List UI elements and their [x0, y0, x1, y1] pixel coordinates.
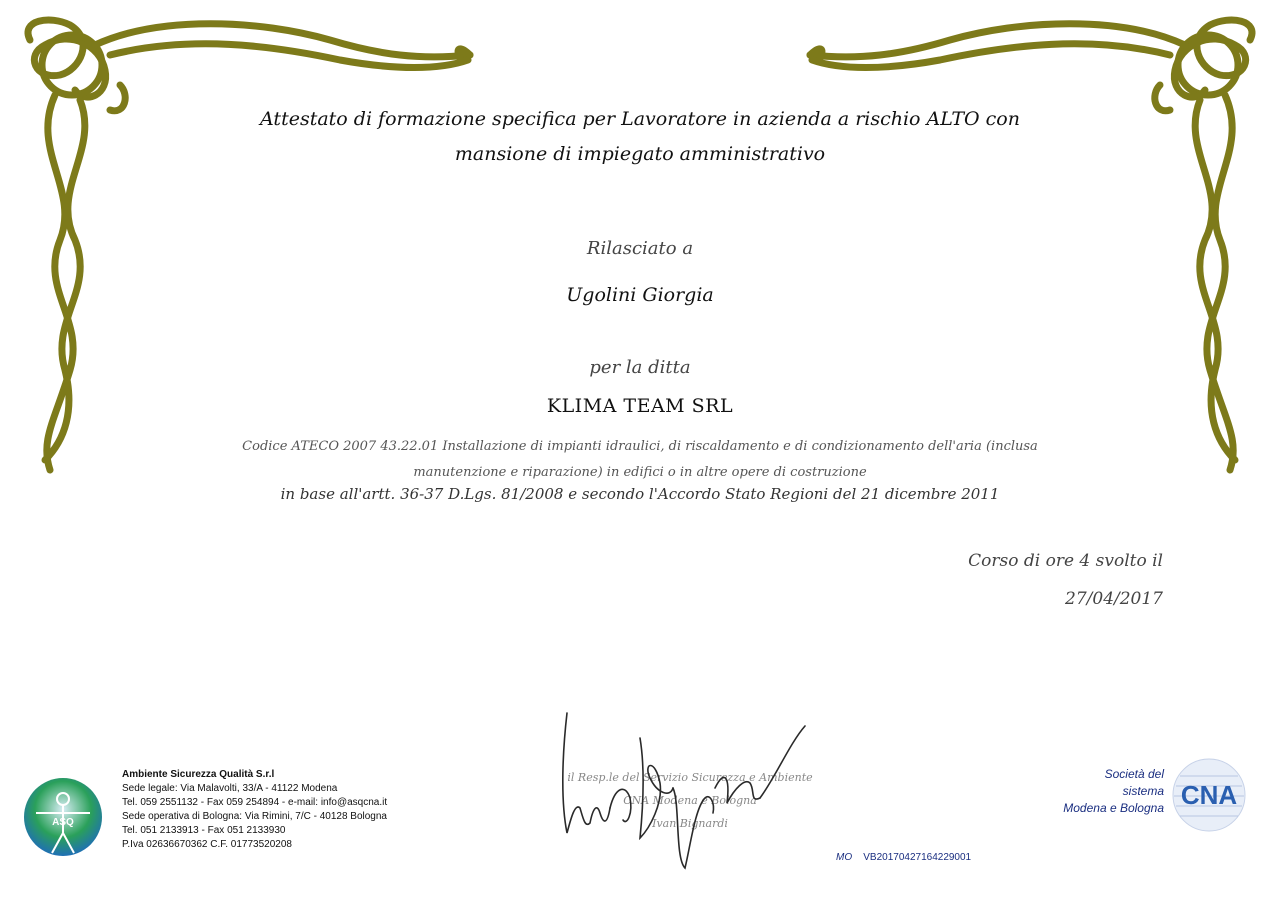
registration-number: VB20170427164229001 [863, 852, 972, 863]
issuer-legal-seat: Sede legale: Via Malavolti, 33/A - 41122 Modena [122, 783, 338, 794]
cna-description [1030, 766, 1164, 817]
company-label: per la ditta [589, 357, 691, 378]
certificate-title-line2: mansione di impiegato amministrativo [454, 143, 826, 165]
issued-to-label: Rilasciato a [586, 238, 694, 259]
handwritten-signature [555, 708, 815, 878]
issuer-contacts: Tel. 059 2551132 - Fax 059 254894 - e-mail: info@asqcna.it [122, 797, 388, 808]
issuer-operational-seat: Sede operativa di Bologna: Via Rimini, 7/C - 40128 Bologna [122, 811, 387, 822]
signature-org: CNA Modena e Bologna [623, 794, 757, 807]
ateco-line2: manutenzione e riparazione) in edifici o in altre opere di costruzione [413, 465, 867, 480]
course-date: 27/04/2017 [1065, 589, 1163, 609]
registration-prefix: MO [836, 852, 853, 863]
registration-code [836, 852, 971, 863]
legal-basis: in base all'artt. 36-37 D.Lgs. 81/2008 e secondo l'Accordo Stato Regioni del 21 dicembre 2011 [280, 485, 1000, 503]
issuer-details [122, 768, 387, 852]
cna-logo [1170, 756, 1248, 834]
ateco-line1: Codice ATECO 2007 43.22.01 Installazione di impianti idraulici, di riscaldamento e di condizionamento dell'aria (inclusa [242, 439, 1038, 454]
certificate-title-line1: Attestato di formazione specifica per Lavoratore in azienda a rischio ALTO con [260, 108, 1020, 130]
company-name: KLIMA TEAM SRL [546, 395, 734, 417]
asq-logo [22, 775, 104, 859]
issuer-phone-bologna: Tel. 051 2133913 - Fax 051 2133930 [122, 825, 286, 836]
signature-role: il Resp.le del Servizio Sicurezza e Ambiente [567, 771, 813, 784]
issuer-name: Ambiente Sicurezza Qualità S.r.l [122, 769, 275, 780]
asq-logo-text: ASQ [52, 817, 74, 828]
signature-signer: Ivan Bignardi [652, 817, 728, 830]
course-hours: Corso di ore 4 svolto il [968, 551, 1163, 571]
cna-line3: Modena e Bologna [1063, 801, 1164, 815]
cna-line2: sistema [1122, 784, 1164, 798]
cna-logo-text: CNA [1180, 780, 1238, 810]
cna-line1: Società del [1104, 767, 1164, 781]
recipient-name: Ugolini Giorgia [566, 284, 714, 306]
issuer-tax-ids: P.Iva 02636670362 C.F. 01773520208 [122, 839, 292, 850]
